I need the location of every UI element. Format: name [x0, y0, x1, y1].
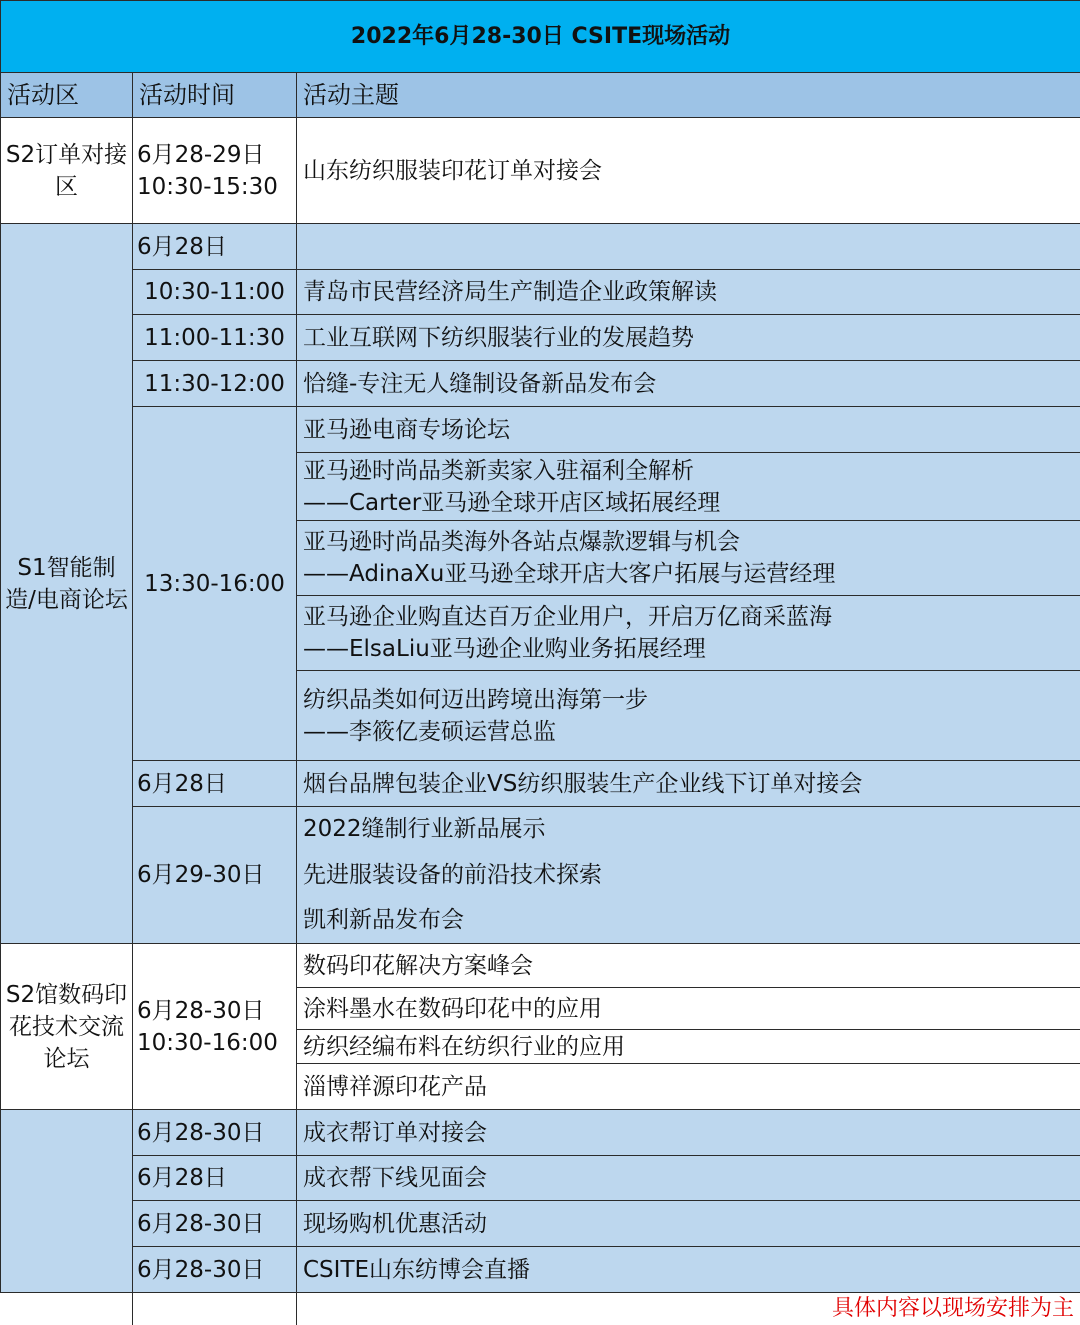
topic-cell — [297, 671, 1080, 761]
topic-cell: 成衣帮下线见面会 — [297, 1156, 1080, 1201]
header-area: 活动区 — [1, 73, 133, 118]
time-cell: 6月28日 — [133, 761, 297, 807]
table-row — [1, 1156, 1080, 1201]
divider — [296, 1293, 297, 1325]
footnote: 具体内容以现场安排为主 — [831, 1296, 1074, 1321]
table-row — [1, 807, 1080, 944]
topic-cell: 数码印花解决方案峰会 — [297, 944, 1080, 988]
topic-cell: 工业互联网下纺织服装行业的发展趋势 — [297, 315, 1080, 361]
speaker-line: ——李筱亿麦硕运营总监 — [303, 718, 556, 745]
time-cell — [133, 944, 297, 1110]
time-cell: 10:30-11:00 — [133, 270, 297, 315]
time-cell: 13:30-16:00 — [133, 407, 297, 761]
table-row — [1, 270, 1080, 315]
area-cell: S2馆数码印花技术交流论坛 — [1, 944, 133, 1110]
table-row — [1, 1201, 1080, 1247]
topic-cell: CSITE山东纺博会直播 — [297, 1247, 1080, 1293]
table-row — [1, 407, 1080, 453]
topic-cell — [297, 224, 1080, 270]
area-cell: S2订单对接区 — [1, 118, 133, 224]
time-cell — [133, 118, 297, 224]
topic-line: 亚马逊企业购直达百万企业用户，开启万亿商采蓝海 — [303, 604, 832, 630]
table-row — [1, 361, 1080, 407]
topic-cell: 山东纺织服装印花订单对接会 — [297, 118, 1080, 224]
topic-cell: 青岛市民营经济局生产制造企业政策解读 — [297, 270, 1080, 315]
table-row — [1, 224, 1080, 270]
time-line: 10:30-15:30 — [137, 173, 278, 200]
topic-cell: 亚马逊电商专场论坛 — [297, 407, 1080, 453]
topic-cell: 淄博祥源印花产品 — [297, 1064, 1080, 1110]
time-line: 10:30-16:00 — [137, 1029, 278, 1056]
time-cell: 6月28-30日 — [133, 1110, 297, 1156]
time-cell: 11:00-11:30 — [133, 315, 297, 361]
speaker-line: ——Carter亚马逊全球开店区域拓展经理 — [303, 489, 721, 516]
topic-cell — [297, 596, 1080, 671]
topic-line: 先进服装设备的前沿技术探索 — [303, 862, 602, 888]
topic-line: 凯利新品发布会 — [303, 907, 464, 933]
speaker-line: ——AdinaXu亚马逊全球开店大客户拓展与运营经理 — [303, 561, 836, 587]
time-cell: 6月28-30日 — [133, 1201, 297, 1247]
title-row — [1, 1, 1080, 73]
table-row — [1, 315, 1080, 361]
topic-cell: 涂料墨水在数码印花中的应用 — [297, 988, 1080, 1030]
header-topic: 活动主题 — [297, 73, 1080, 118]
topic-line: 2022缝制行业新品展示 — [303, 816, 546, 842]
speaker-line: ——ElsaLiu亚马逊企业购业务拓展经理 — [303, 636, 706, 662]
area-cell: S1智能制造/电商论坛 — [1, 224, 133, 944]
topic-line: 亚马逊时尚品类新卖家入驻福利全解析 — [303, 457, 694, 484]
divider — [132, 1293, 133, 1325]
header-row — [1, 73, 1080, 118]
table-row — [1, 118, 1080, 224]
topic-line: 纺织品类如何迈出跨境出海第一步 — [303, 686, 648, 713]
topic-cell: 恰缝-专注无人缝制设备新品发布会 — [297, 361, 1080, 407]
time-cell: 6月28日 — [133, 1156, 297, 1201]
table-title: 2022年6月28-30日 CSITE现场活动 — [1, 1, 1080, 73]
area-cell — [1, 1110, 133, 1293]
time-cell: 6月28-30日 — [133, 1247, 297, 1293]
table-row — [1, 1247, 1080, 1293]
time-cell: 11:30-12:00 — [133, 361, 297, 407]
topic-line: 亚马逊时尚品类海外各站点爆款逻辑与机会 — [303, 529, 740, 555]
topic-cell — [297, 453, 1080, 521]
table-row — [1, 944, 1080, 988]
topic-cell — [297, 807, 1080, 944]
topic-cell: 纺织经编布料在纺织行业的应用 — [297, 1030, 1080, 1064]
topic-cell: 成衣帮订单对接会 — [297, 1110, 1080, 1156]
time-cell: 6月28日 — [133, 224, 297, 270]
table-row — [1, 761, 1080, 807]
time-cell: 6月29-30日 — [133, 807, 297, 944]
header-time: 活动时间 — [133, 73, 297, 118]
topic-cell: 烟台品牌包装企业VS纺织服装生产企业线下订单对接会 — [297, 761, 1080, 807]
table-row — [1, 1110, 1080, 1156]
time-line: 6月28-29日 — [137, 141, 265, 168]
topic-cell — [297, 521, 1080, 596]
topic-cell: 现场购机优惠活动 — [297, 1201, 1080, 1247]
time-line: 6月28-30日 — [137, 997, 265, 1024]
